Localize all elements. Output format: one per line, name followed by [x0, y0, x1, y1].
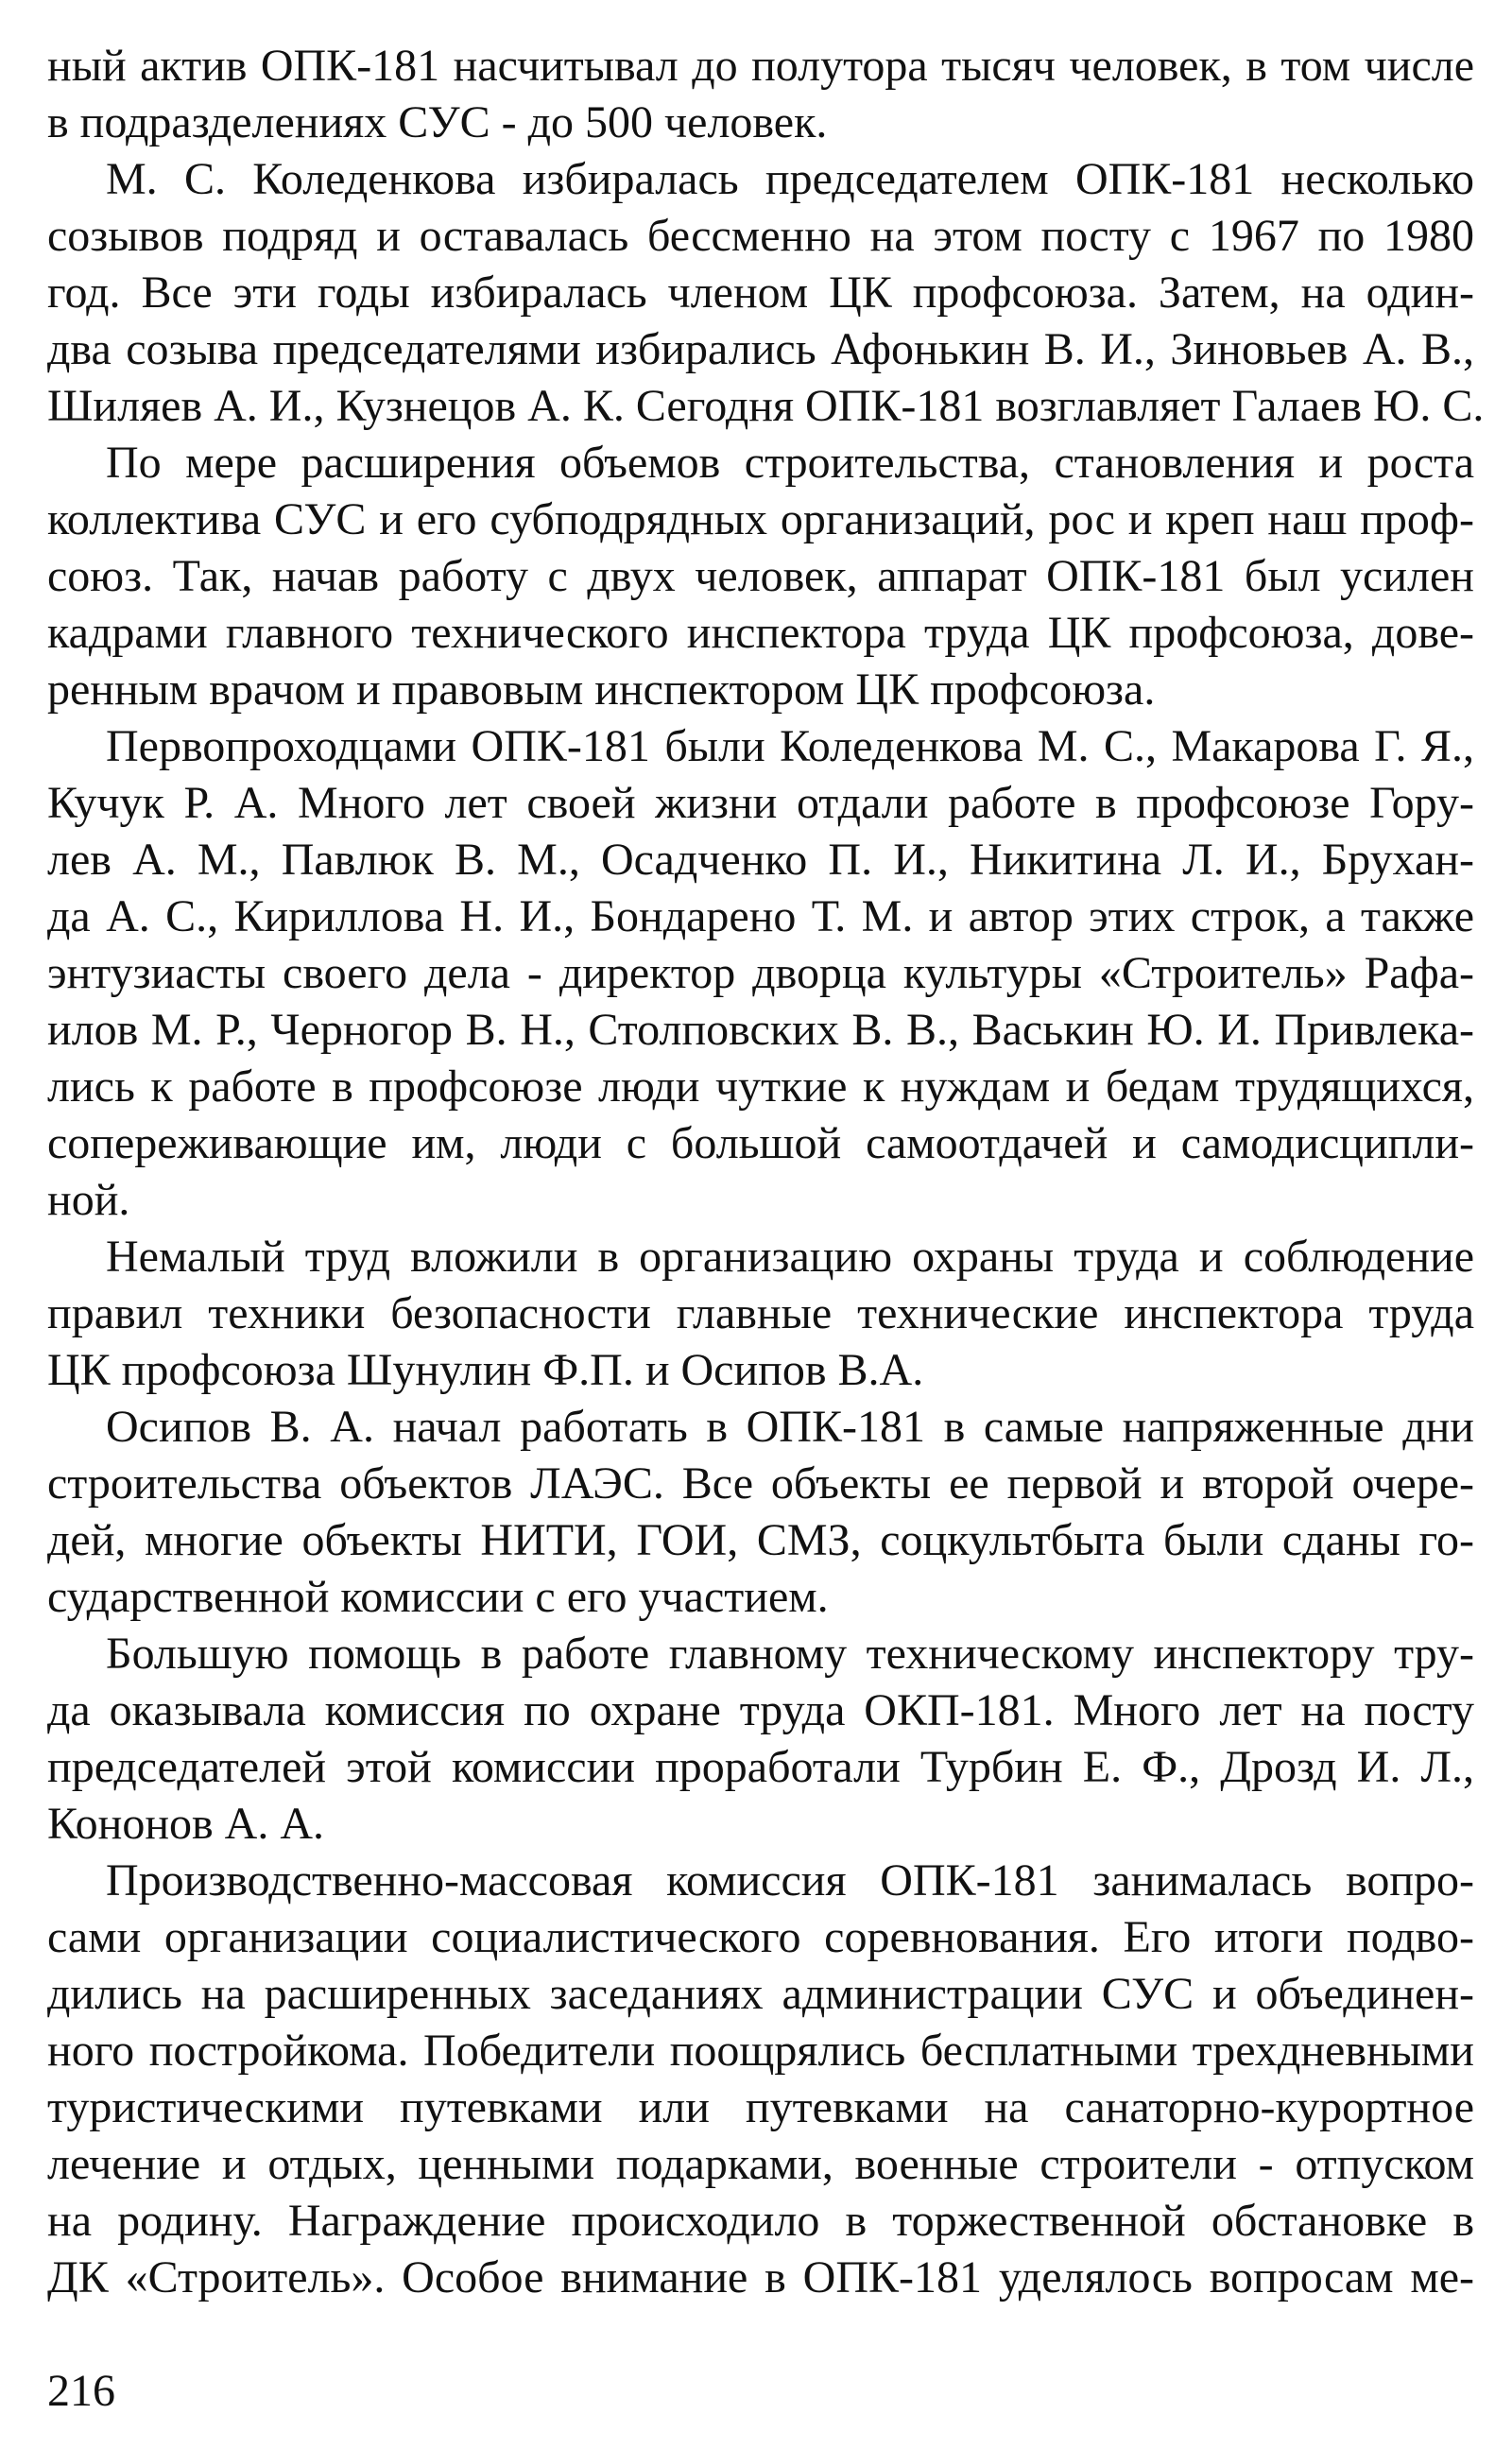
page-number: 216 [47, 2366, 115, 2416]
text-line: Осипов В. А. начал работать в ОПК-181 в самые напряженные дни [106, 1402, 1474, 1452]
text-line: М. С. Коледенкова избиралась председателем ОПК-181 несколько [106, 154, 1474, 204]
text-line: да оказывала комиссия по охране труда ОКП-181. Много лет на посту [47, 1685, 1474, 1735]
text-line: ЦК профсоюза Шунулин Ф.П. и Осипов В.А. [47, 1345, 924, 1395]
text-line: сами организации социалистического соревнования. Его итоги подво- [47, 1912, 1474, 1962]
text-line: ДК «Строитель». Особое внимание в ОПК-181 уделялось вопросам ме- [47, 2252, 1474, 2302]
text-line: кадрами главного технического инспектора труда ЦК профсоюза, дове- [47, 608, 1474, 658]
text-line: лечение и отдых, ценными подарками, военные строители - отпуском [47, 2139, 1474, 2189]
text-line: Шиляев А. И., Кузнецов А. К. Сегодня ОПК-181 возглавляет Галаев Ю. С. [47, 381, 1485, 431]
text-line: два созыва председателями избирались Афонькин В. И., Зиновьев А. В., [47, 324, 1474, 374]
text-line: сопереживающие им, люди с большой самоотдачей и самодисципли- [47, 1118, 1474, 1168]
text-line: илов М. Р., Черногор В. Н., Столповских В. В., Васькин Ю. И. Привлека- [47, 1005, 1474, 1055]
text-line: Большую помощь в работе главному техническому инспектору тру- [106, 1629, 1474, 1679]
text-line: год. Все эти годы избиралась членом ЦК профсоюза. Затем, на один- [47, 267, 1474, 318]
text-line: Производственно-массовая комиссия ОПК-181 занималась вопро- [106, 1855, 1474, 1906]
text-line: коллектива СУС и его субподрядных организаций, рос и креп наш проф- [47, 494, 1474, 544]
text-line: ный актив ОПК-181 насчитывал до полутора тысяч человек, в том числе [47, 41, 1474, 91]
text-line: председателей этой комиссии проработали Турбин Е. Ф., Дрозд И. Л., [47, 1742, 1474, 1792]
text-line: да А. С., Кириллова Н. И., Бондарено Т. М. и автор этих строк, а также [47, 891, 1474, 941]
page-body [47, 38, 1485, 2306]
text-line: ного постройкома. Победители поощрялись бесплатными трехдневными [47, 2026, 1474, 2076]
text-line: на родину. Награждение происходило в торжественной обстановке в [47, 2196, 1474, 2246]
text-line: Кучук Р. А. Много лет своей жизни отдали работе в профсоюзе Гору- [47, 778, 1474, 828]
text-line: ной. [47, 1175, 130, 1225]
text-line: Немалый труд вложили в организацию охраны труда и соблюдение [106, 1232, 1474, 1282]
text-line: союз. Так, начав работу с двух человек, аппарат ОПК-181 был усилен [47, 551, 1474, 601]
text-line: в подразделениях СУС - до 500 человек. [47, 97, 828, 147]
text-line: лись к работе в профсоюзе люди чуткие к нуждам и бедам трудящихся, [47, 1061, 1474, 1112]
text-line: дей, многие объекты НИТИ, ГОИ, СМЗ, соцкультбыта были сданы го- [47, 1515, 1474, 1565]
text-line: правил техники безопасности главные технические инспектора труда [47, 1288, 1474, 1338]
text-line: ренным врачом и правовым инспектором ЦК профсоюза. [47, 664, 1156, 715]
text-line: дились на расширенных заседаниях администрации СУС и объединен- [47, 1969, 1474, 2019]
text-line: созывов подряд и оставалась бессменно на этом посту с 1967 по 1980 [47, 211, 1474, 261]
text-line: сударственной комиссии с его участием. [47, 1572, 829, 1622]
text-line: Первопроходцами ОПК-181 были Коледенкова М. С., Макарова Г. Я., [106, 721, 1474, 771]
text-line: лев А. М., Павлюк В. М., Осадченко П. И., Никитина Л. И., Брухан- [47, 835, 1474, 885]
text-line: энтузиасты своего дела - директор дворца культуры «Строитель» Рафа- [47, 948, 1474, 998]
text-line: Кононов А. А. [47, 1799, 324, 1849]
text-line: строительства объектов ЛАЭС. Все объекты ее первой и второй очере- [47, 1458, 1474, 1509]
text-line: туристическими путевками или путевками на санаторно-курортное [47, 2082, 1474, 2132]
text-line: По мере расширения объемов строительства, становления и роста [106, 438, 1474, 488]
